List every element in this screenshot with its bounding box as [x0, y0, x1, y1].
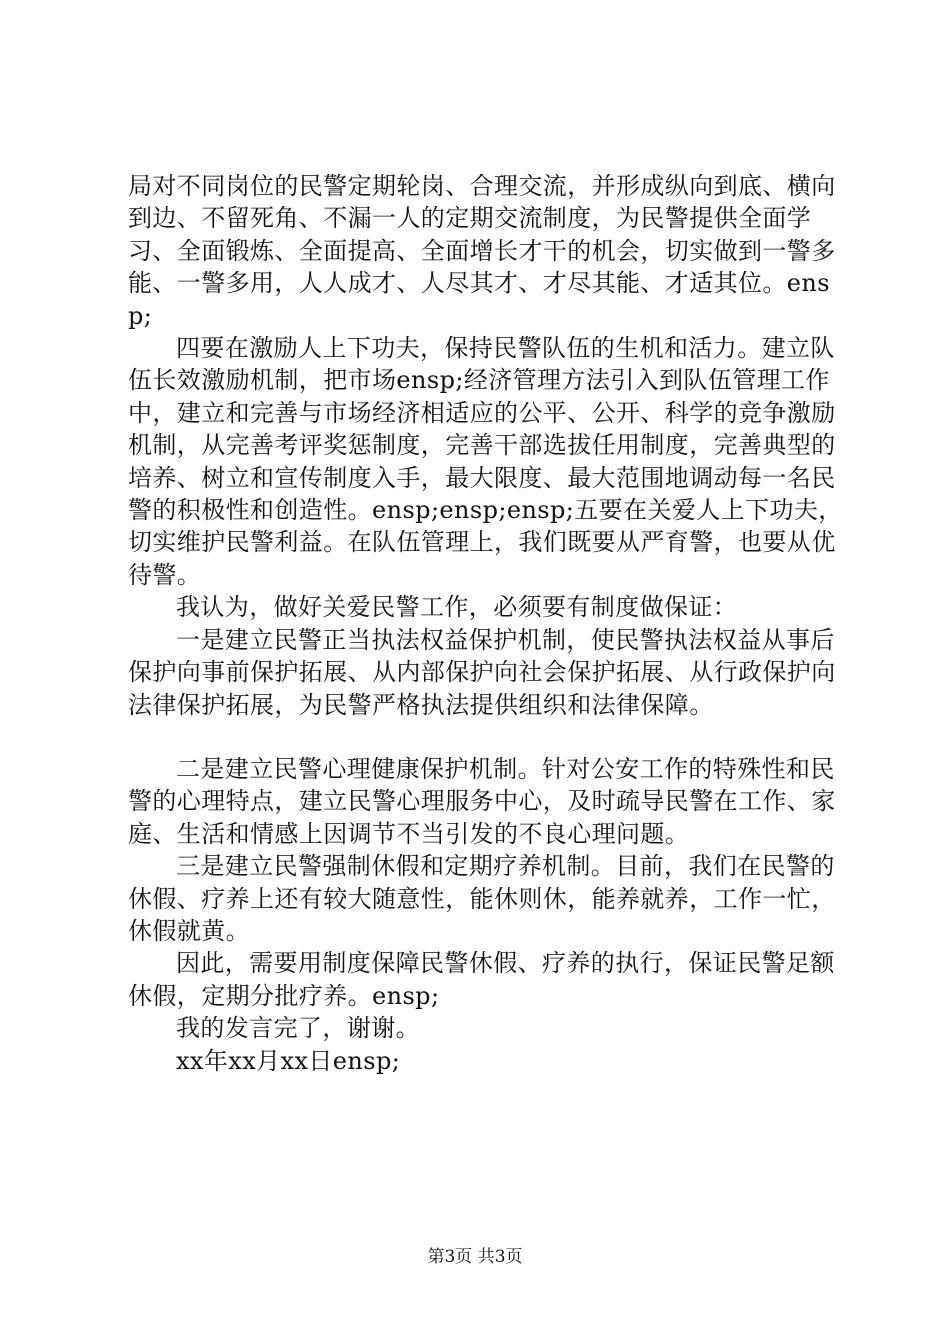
- document-body: [128, 170, 848, 1077]
- page-number-footer: 第3页 共3页: [427, 1247, 523, 1267]
- paragraph-leave: 三是建立民警强制休假和定期疗养机制。目前，我们在民警的休假、疗养上还有较大随意性，能休则休，能养就养，工作一忙，休假就黄。: [128, 852, 836, 945]
- paragraph-leave-guarantee: 因此，需要用制度保障民警休假、疗养的执行，保证民警足额休假，定期分批疗养。ensp;: [128, 949, 835, 1010]
- paragraph-spacer: [128, 721, 848, 753]
- paragraph-date: xx年xx月xx日ensp;: [176, 1046, 401, 1075]
- paragraph-closing: 我的发言完了，谢谢。: [176, 1014, 420, 1043]
- paragraph-care-intro: 我认为，做好关爱民警工作，必须要有制度做保证：: [176, 593, 738, 622]
- paragraph-rotation: 局对不同岗位的民警定期轮岗、合理交流，并形成纵向到底、横向到边、不留死角、不漏一人的定期交流制度，为民警提供全面学习、全面锻炼、全面提高、全面增长才干的机会，切实做到一警多能、一警多用，人人成才、人尽其才、才尽其能、才适其位。ensp;: [128, 172, 836, 330]
- paragraph-incentive: 四要在激励人上下功夫，保持民警队伍的生机和活力。建立队伍长效激励机制，把市场ensp;经济管理方法引入到队伍管理工作中，建立和完善与市场经济相适应的公平、公开、科学的竞争激励机制，从完善考评奖惩制度，完善干部选拔任用制度，完善典型的培养、树立和宣传制度入手，最大限度、最大范围地调动每一名民警的积极性和创造性。ensp;ensp;ensp;五要在关爱人上下功夫，切实维护民警利益。在队伍管理上，我们既要从严育警，也要从优待警。: [128, 334, 843, 589]
- paragraph-rights-protection: 一是建立民警正当执法权益保护机制，使民警执法权益从事后保护向事前保护拓展、从内部保护向社会保护拓展、从行政保护向法律保护拓展，为民警严格执法提供组织和法律保障。: [128, 625, 836, 719]
- paragraph-mental-health: 二是建立民警心理健康保护机制。针对公安工作的特殊性和民警的心理特点，建立民警心理服务中心，及时疏导民警在工作、家庭、生活和情感上因调节不当引发的不良心理问题。: [128, 754, 836, 848]
